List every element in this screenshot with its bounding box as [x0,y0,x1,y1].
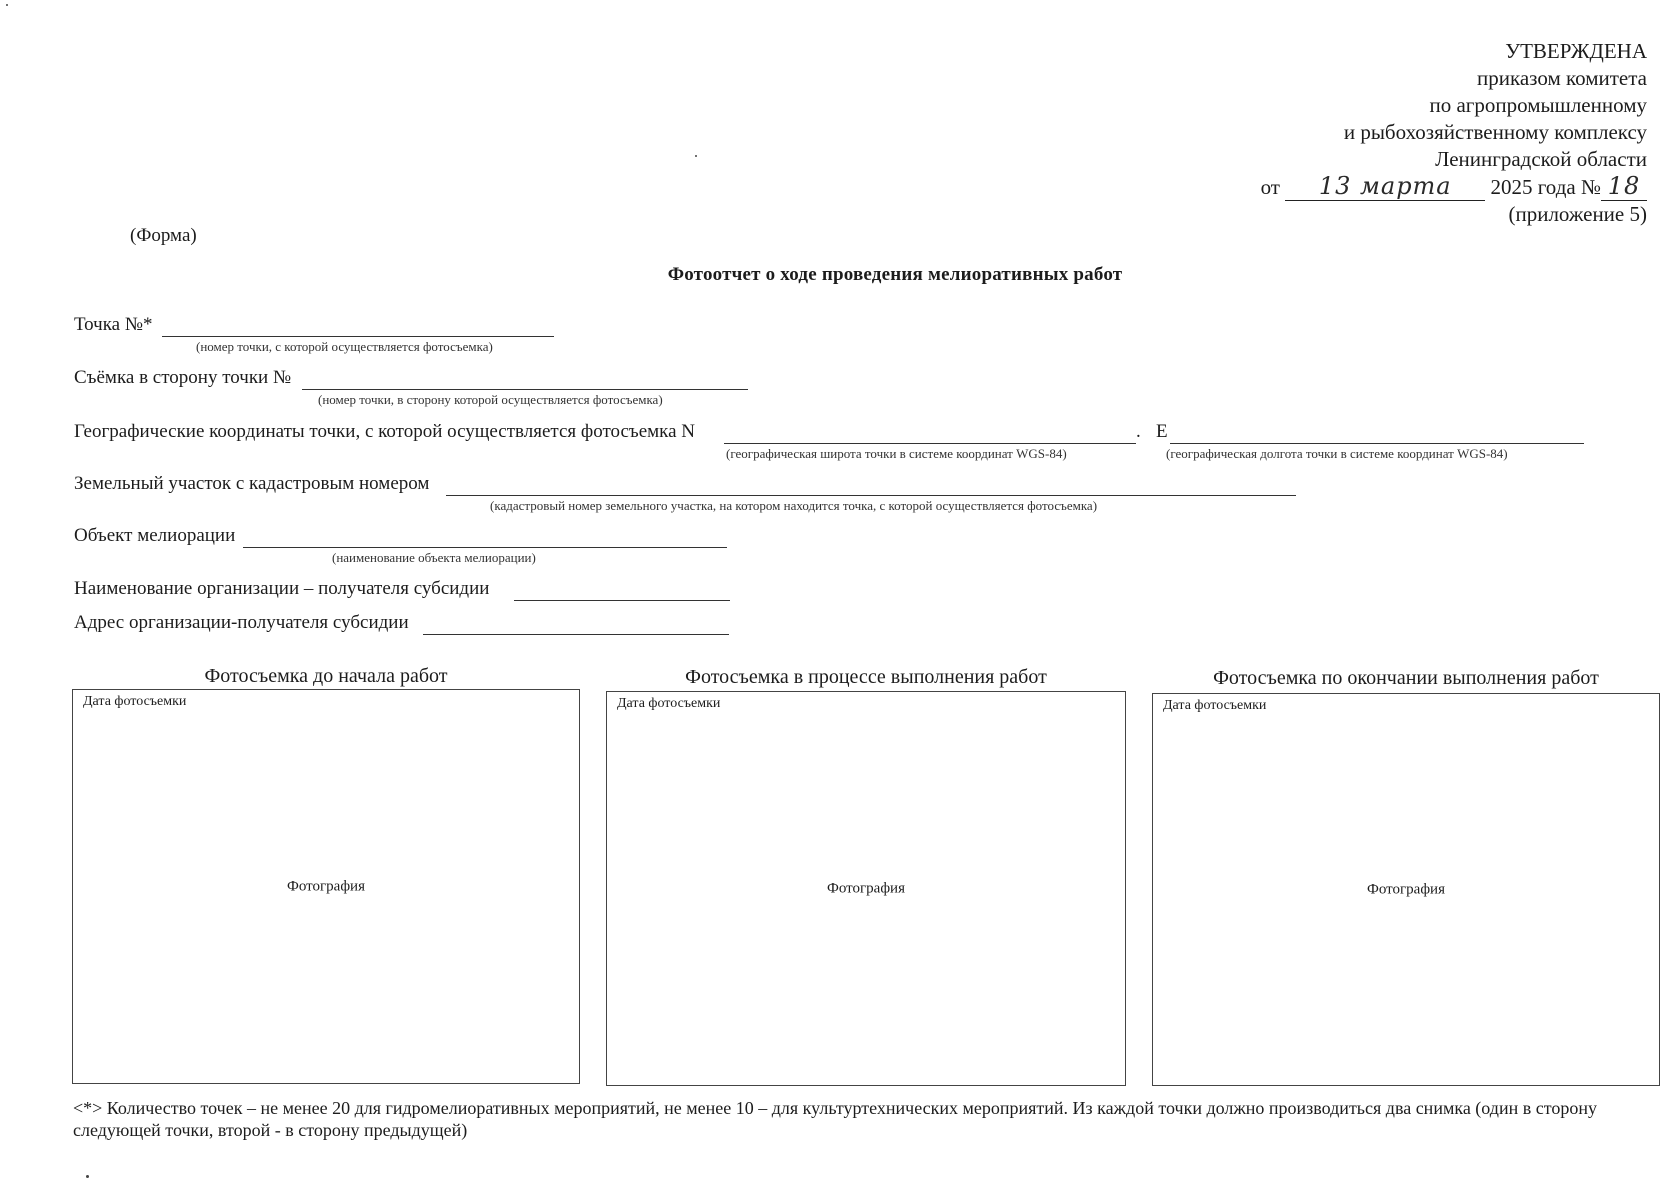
photo-during-heading: Фотосъемка в процессе выполнения работ [685,666,1047,688]
approval-line-5: Ленинградской области [1435,147,1647,171]
org-name-input-line[interactable] [514,600,730,601]
photo-during-box[interactable] [606,691,1126,1086]
report-title: Фотоотчет о ходе проведения мелиоративных работ [667,264,1123,285]
coords-label: Географические координаты точки, с которой осуществляется фотосъемка N [74,421,696,442]
object-label: Объект мелиорации [74,525,236,546]
approval-appendix: (приложение 5) [1508,202,1647,226]
cadastral-label: Земельный участок с кадастровым номером [74,473,430,494]
photo-before-date-label: Дата фотосъемки [83,694,187,709]
photo-after-date-label: Дата фотосъемки [1163,698,1267,713]
latitude-input-line[interactable] [724,443,1136,444]
latitude-hint: (географическая широта точки в системе координат WGS-84) [726,446,1067,461]
scan-speck [86,1175,89,1178]
coords-separator: . [1136,421,1141,442]
approval-block [1261,38,1647,228]
direction-input-line[interactable] [302,389,748,390]
e-label: E [1156,421,1168,442]
photo-before-heading: Фотосъемка до начала работ [204,665,448,687]
approval-line-1: УТВЕРЖДЕНА [1505,39,1647,63]
direction-hint: (номер точки, в сторону которой осуществляется фотосъемка) [318,392,663,407]
scan-speck [695,155,697,157]
object-hint: (наименование объекта мелиорации) [332,550,536,565]
photo-after-placeholder: Фотография [1367,881,1445,897]
photo-after-heading: Фотосъемка по окончании выполнения работ [1213,667,1599,689]
longitude-input-line[interactable] [1170,443,1584,444]
year-text: 2025 года № [1490,175,1601,199]
cadastral-hint: (кадастровый номер земельного участка, на котором находится точка, с которой осуществляется фотосъемка) [490,498,1098,513]
cadastral-input-line[interactable] [446,495,1296,496]
point-hint: (номер точки, с которой осуществляется фотосъемка) [196,339,493,354]
handwritten-date: 13 марта [1285,173,1485,201]
org-address-input-line[interactable] [423,634,729,635]
date-prefix: от [1260,175,1280,199]
photo-during-date-label: Дата фотосъемки [617,696,721,711]
handwritten-number: 18 [1601,173,1647,201]
org-name-label: Наименование организации – получателя субсидии [74,578,490,599]
photo-before-placeholder: Фотография [287,878,365,894]
approval-date-line [1261,173,1647,201]
photo-after-box[interactable] [1152,693,1660,1086]
direction-label: Съёмка в сторону точки № [74,367,292,388]
point-label: Точка №* [74,314,153,335]
photo-during-placeholder: Фотография [827,880,905,896]
org-address-label: Адрес организации-получателя субсидии [74,612,409,633]
object-input-line[interactable] [243,547,727,548]
scan-speck [6,4,8,6]
longitude-hint: (географическая долгота точки в системе координат WGS-84) [1166,446,1508,461]
photo-before-box[interactable] [72,689,580,1084]
form-label: (Форма) [130,225,197,246]
approval-line-4: и рыбохозяйственному комплексу [1343,120,1647,144]
approval-line-2: приказом комитета [1476,66,1647,90]
footnote: <*> Количество точек – не менее 20 для гидромелиоративных мероприятий, не менее 10 – для культуртехнических мероприятий. Из каждой точки должно производиться два снимка (один в сторону следующей точки, второй - в сторону предыдущей) [73,1098,1597,1140]
point-input-line[interactable] [162,336,554,337]
approval-line-3: по агропромышленному [1429,93,1647,117]
